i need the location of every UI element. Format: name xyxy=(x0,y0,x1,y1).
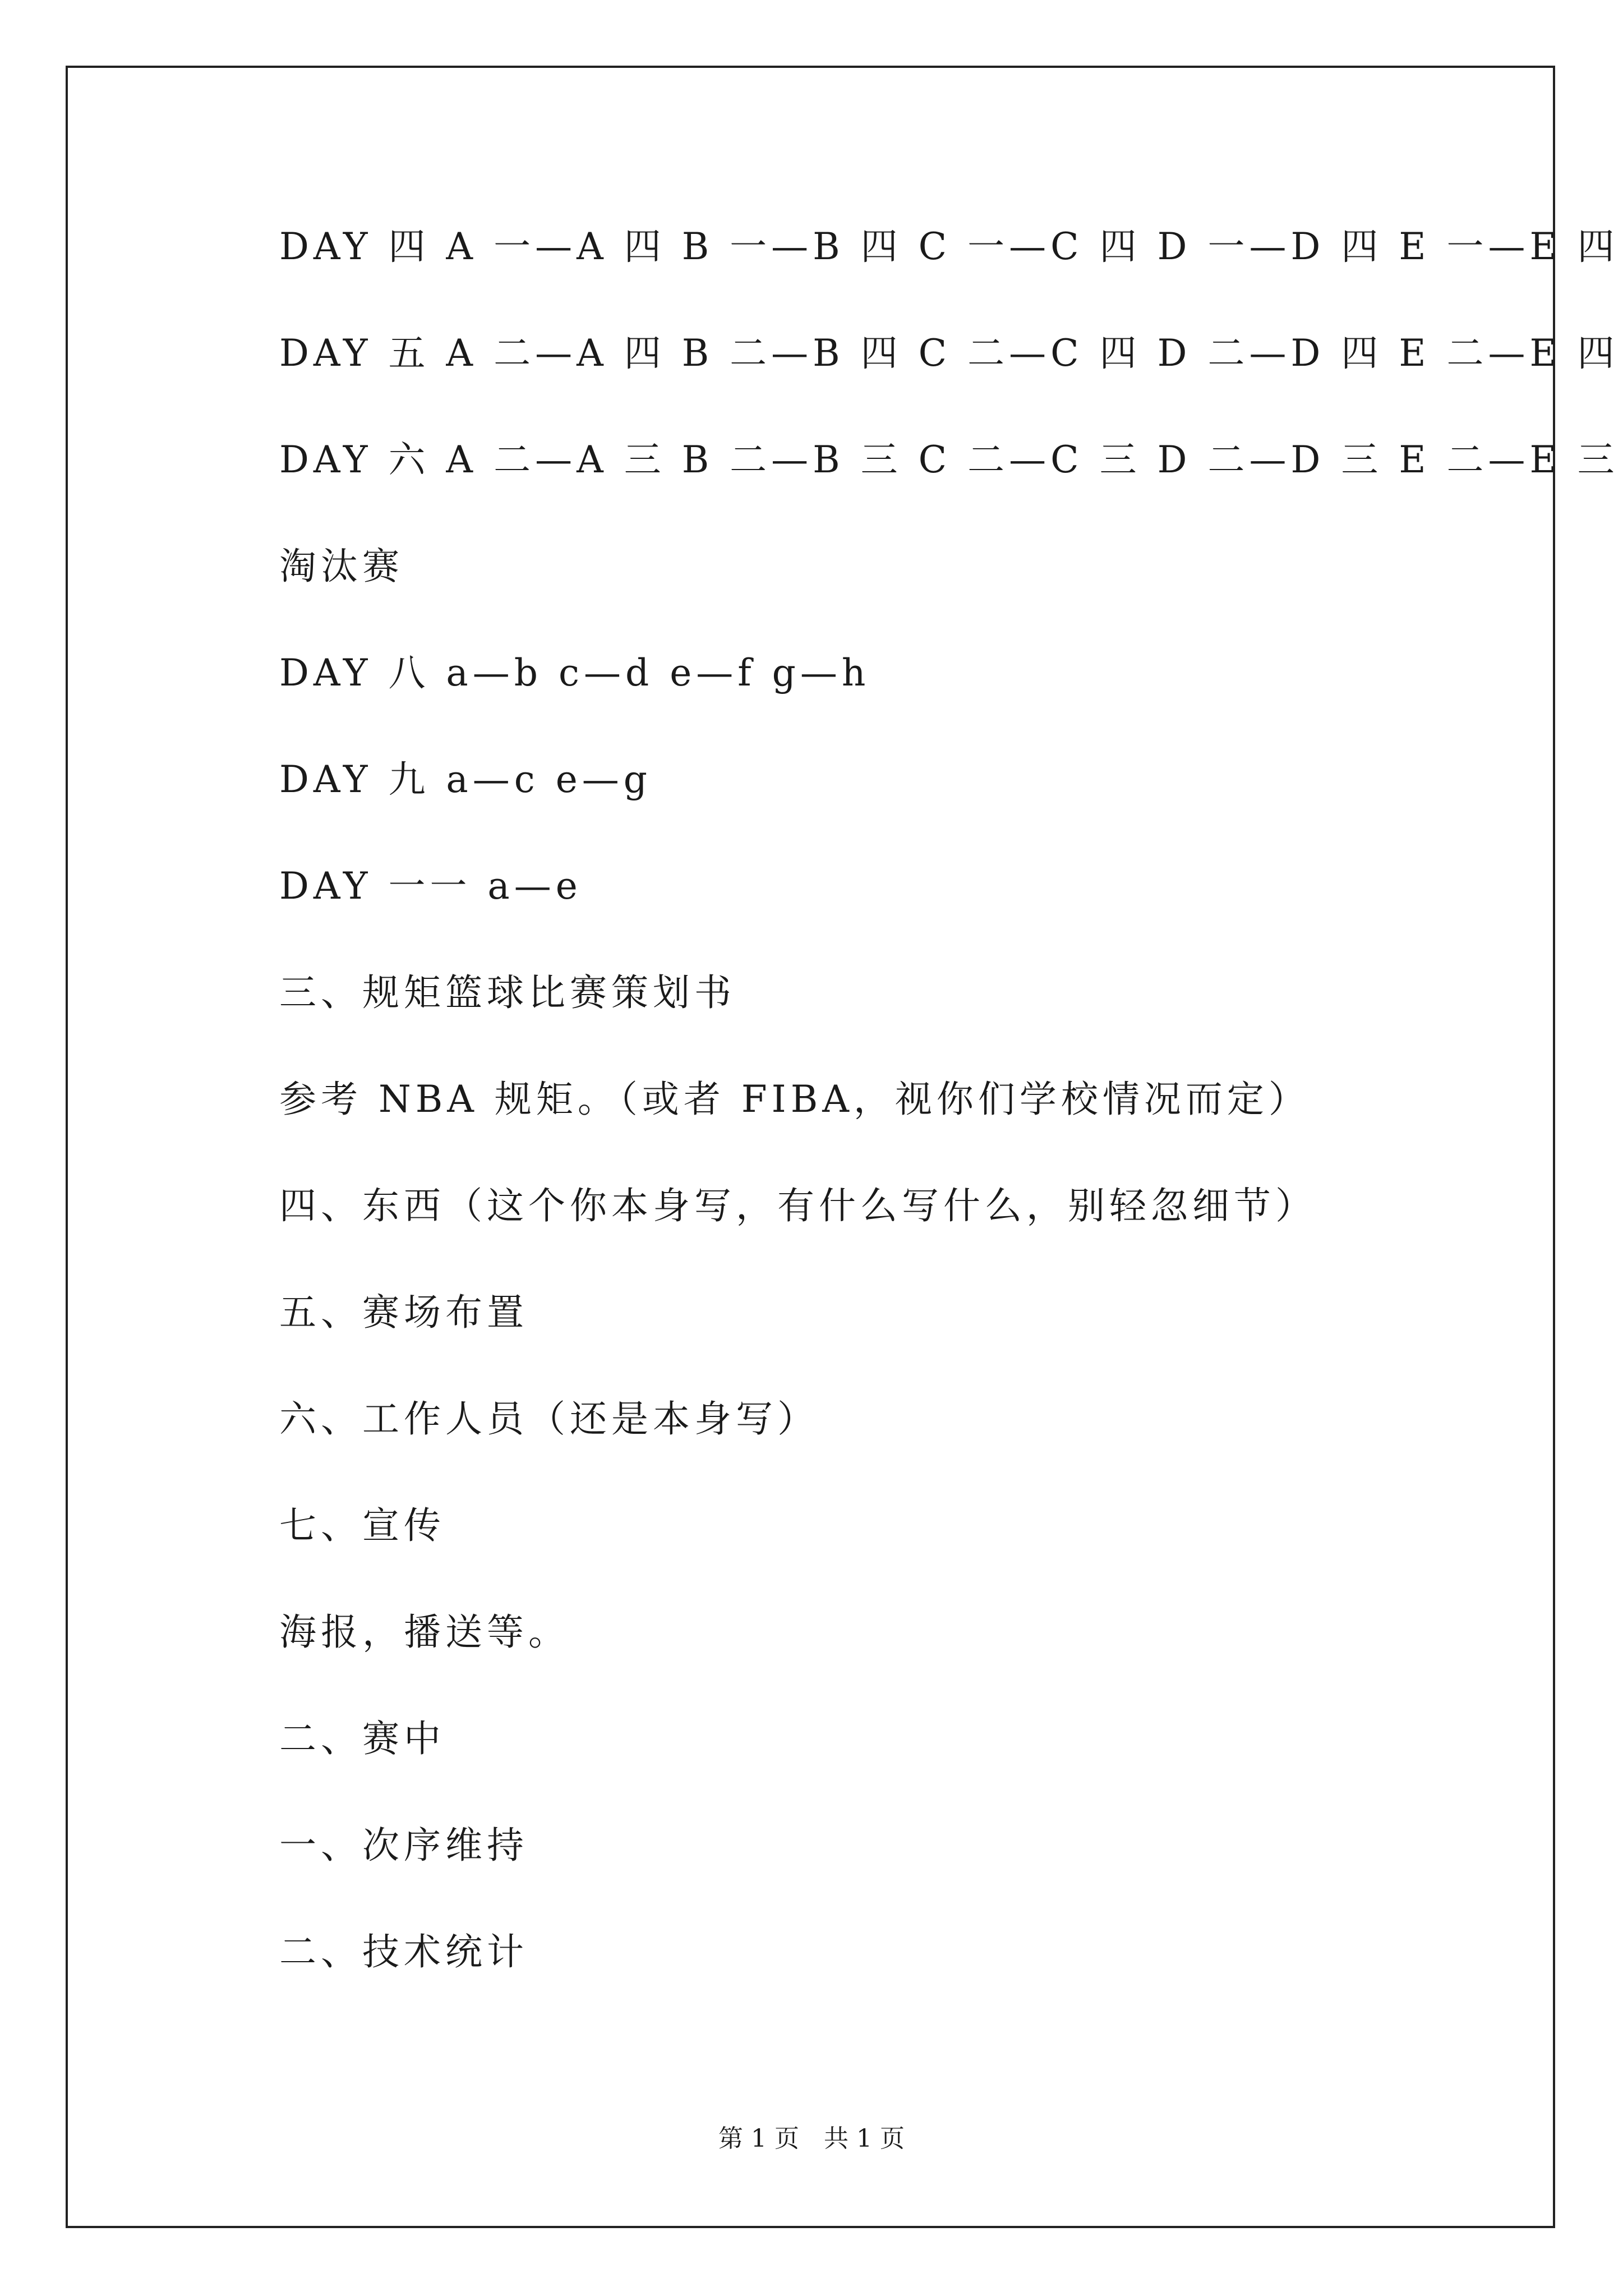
section-heading-during-match: 二、赛中 xyxy=(279,1717,445,1760)
section-heading-knockout: 淘汰赛 xyxy=(279,545,404,588)
section-heading-publicity: 七、宣传 xyxy=(279,1504,445,1547)
schedule-line-day8: DAY 八 a—b c—d e—f g—h xyxy=(279,651,870,694)
section-heading-staff: 六、工作人员（还是本身写） xyxy=(279,1397,819,1441)
section-heading-venue: 五、赛场布置 xyxy=(279,1291,528,1334)
rules-text: 参考 NBA 规矩。（或者 FIBA，视你们学校情况而定） xyxy=(279,1078,1310,1121)
schedule-line-day4: DAY 四 A 一—A 四 B 一—B 四 C 一—C 四 D 一—D 四 E 一—E 四 xyxy=(279,225,1619,268)
page-number-footer: 第 1 页 共 1 页 xyxy=(718,2124,905,2153)
publicity-text: 海报，播送等。 xyxy=(279,1611,570,1654)
section-heading-equipment: 四、东西（这个你本身写，有什么写什么，别轻忽细节） xyxy=(279,1184,1317,1227)
section-heading-statistics: 二、技术统计 xyxy=(279,1930,528,1973)
schedule-line-day5: DAY 五 A 二—A 四 B 二—B 四 C 二—C 四 D 二—D 四 E 二—E 四 xyxy=(279,332,1619,375)
schedule-line-day11: DAY 一一 a—e xyxy=(279,864,582,908)
section-heading-rules: 三、规矩篮球比赛策划书 xyxy=(279,971,736,1014)
schedule-line-day9: DAY 九 a—c e—g xyxy=(279,758,652,801)
schedule-line-day6: DAY 六 A 二—A 三 B 二—B 三 C 二—C 三 D 二—D 三 E 二—E 三 xyxy=(279,438,1619,481)
page-border xyxy=(66,66,1555,2228)
section-heading-order: 一、次序维持 xyxy=(279,1824,528,1867)
